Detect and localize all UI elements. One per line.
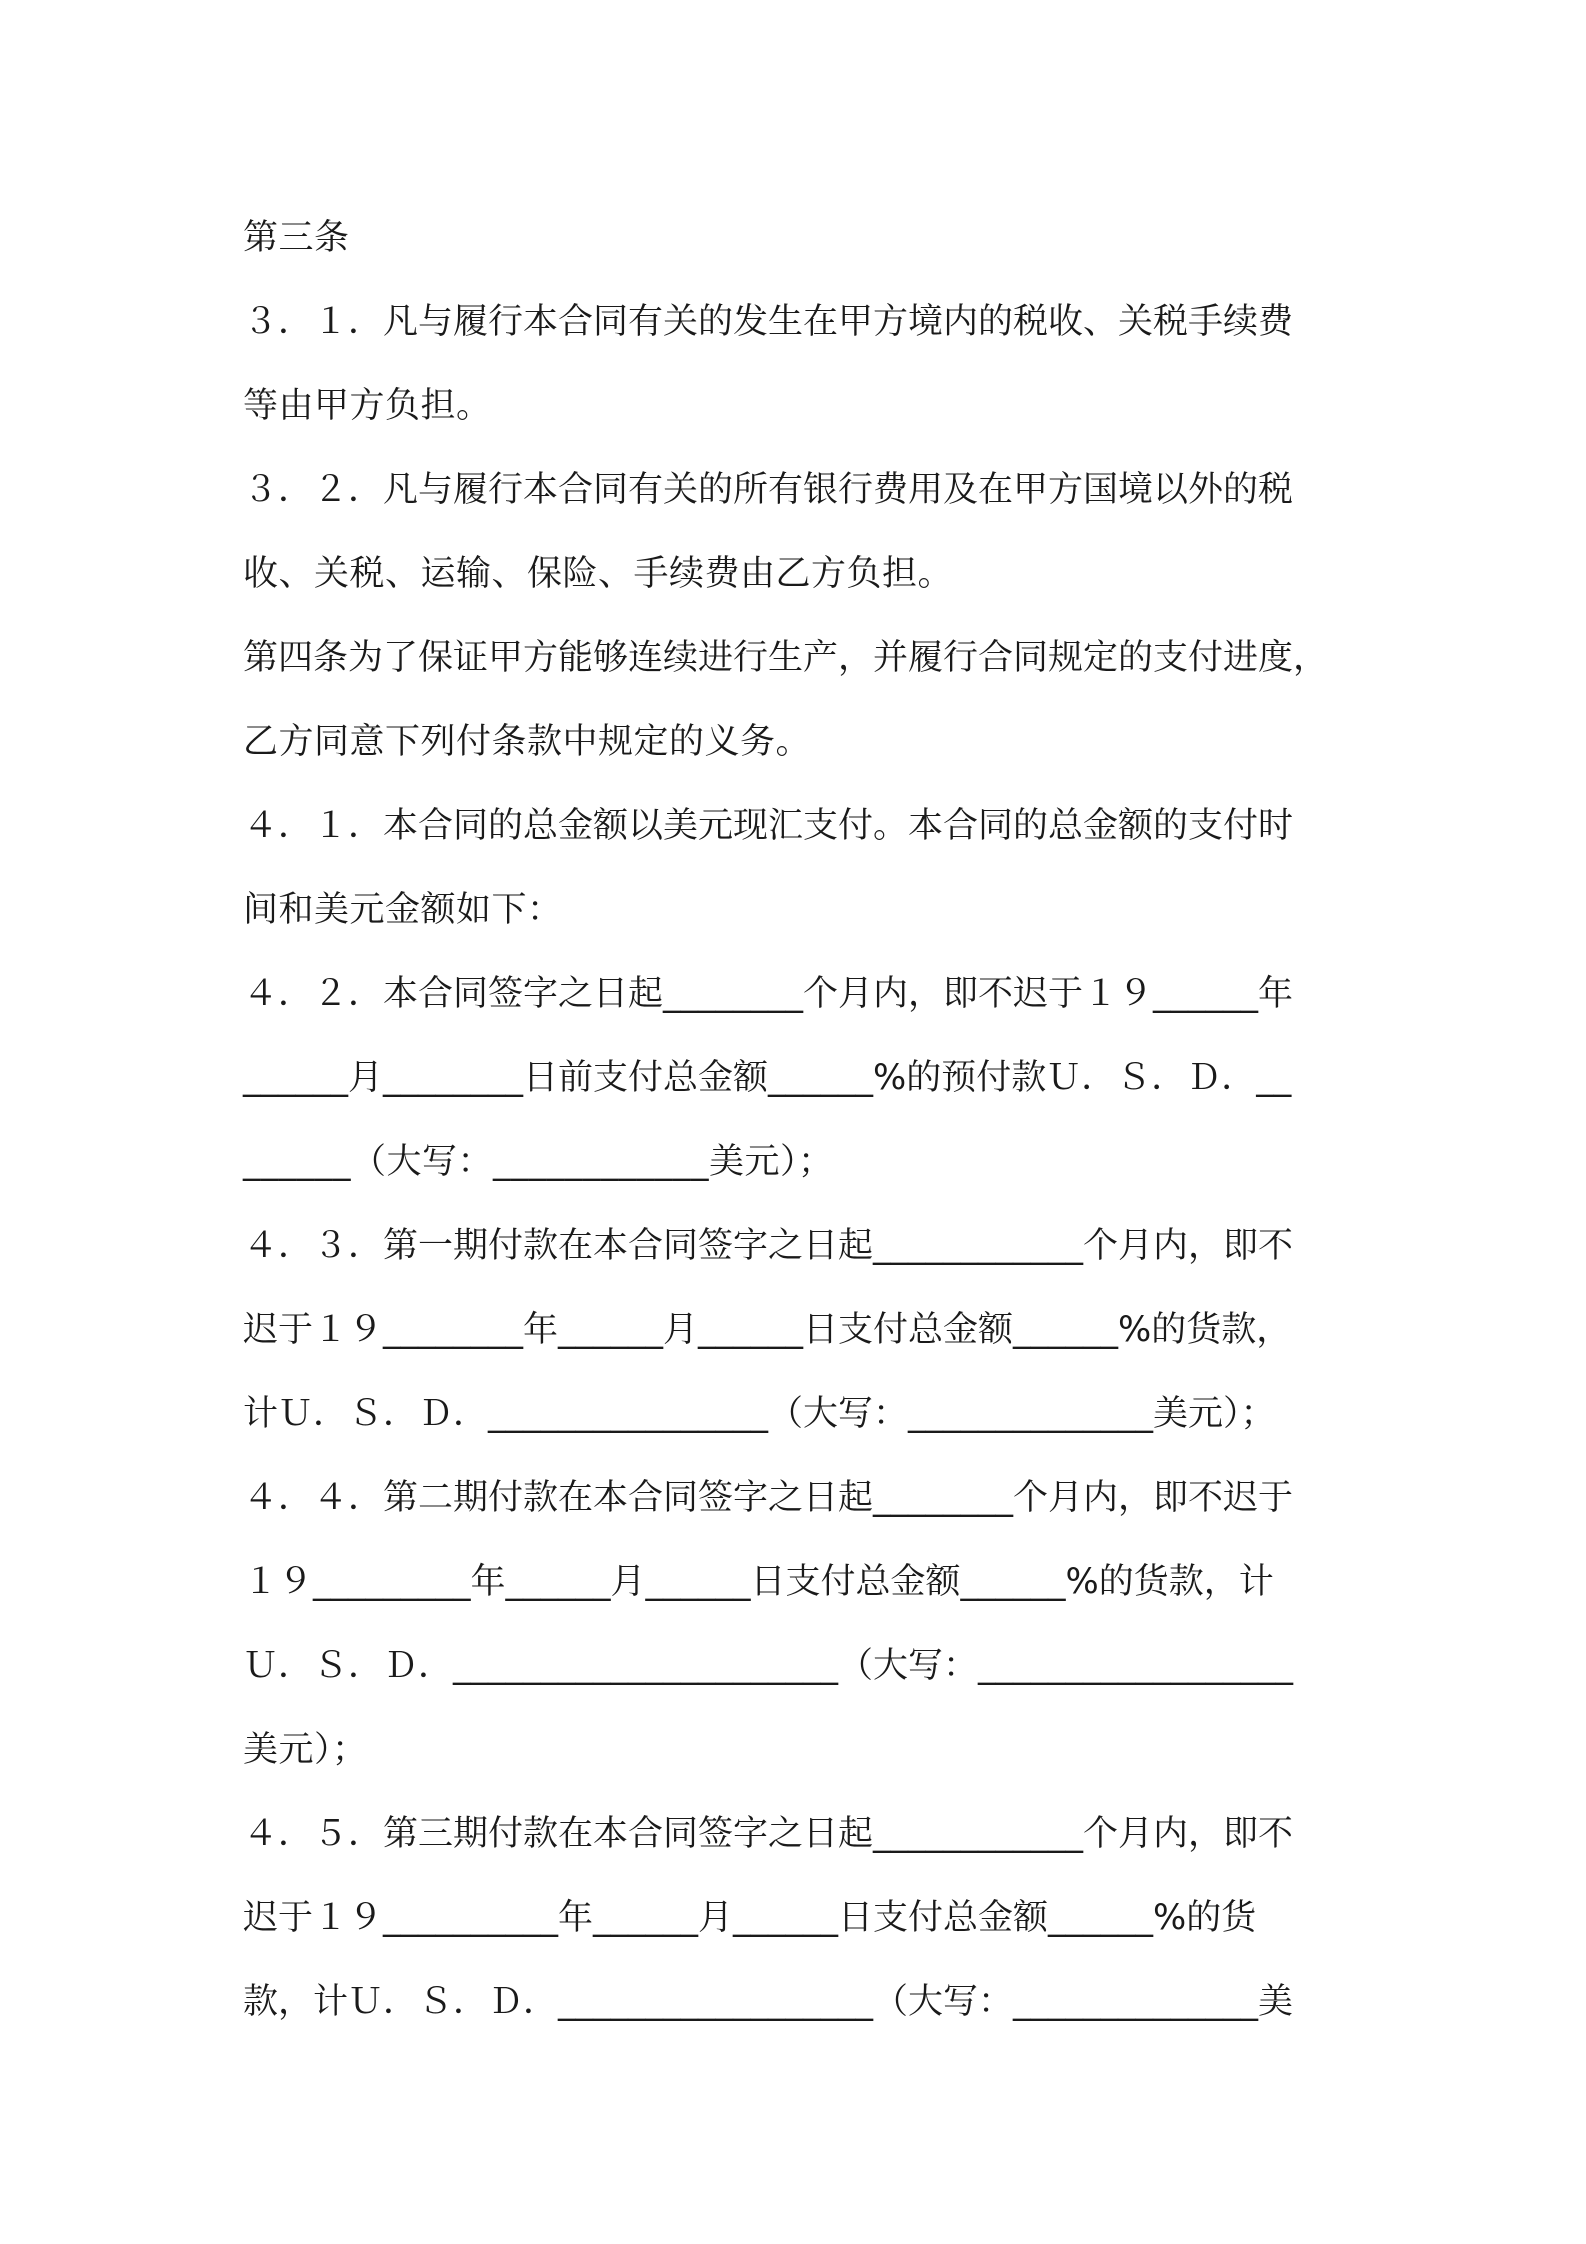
clause-3-2-line-1: ３．２．凡与履行本合同有关的所有银行费用及在甲方国境以外的税 [243, 470, 1294, 510]
clause-4-2-line-2: ______月________日前支付总金额______%的预付款Ｕ．Ｓ．Ｄ．__ [243, 1058, 1292, 1098]
document-page [243, 196, 1358, 2044]
article-4-line-2: 乙方同意下列付条款中规定的义务。 [243, 722, 812, 762]
clause-4-4-line-1: ４．４．第二期付款在本合同签字之日起________个月内，即不迟于 [243, 1478, 1294, 1518]
article-3-heading: 第三条 [243, 218, 350, 258]
clause-4-1-line-1: ４．１．本合同的总金额以美元现汇支付。本合同的总金额的支付时 [243, 806, 1294, 846]
clause-3-1-line-1: ３．１．凡与履行本合同有关的发生在甲方境内的税收、关税手续费 [243, 302, 1294, 342]
clause-4-2-line-1: ４．２．本合同签字之日起________个月内，即不迟于１９______年 [243, 974, 1294, 1014]
clause-4-3-line-2: 迟于１９________年______月______日支付总金额______%的货款， [243, 1310, 1292, 1350]
clause-4-4-line-4: 美元）； [243, 1730, 368, 1770]
clause-4-1-line-2: 间和美元金额如下： [243, 890, 563, 930]
clause-3-2-line-2: 收、关税、运输、保险、手续费由乙方负担。 [243, 554, 954, 594]
clause-4-5-line-3: 款，计Ｕ．Ｓ．Ｄ．__________________（大写：______________美 [243, 1982, 1294, 2022]
clause-4-3-line-1: ４．３．第一期付款在本合同签字之日起____________个月内，即不 [243, 1226, 1294, 1266]
clause-4-2-line-3: ______（大写：____________美元）； [243, 1142, 834, 1182]
clause-4-3-line-3: 计Ｕ．Ｓ．Ｄ．________________（大写：______________美元）； [243, 1394, 1276, 1434]
clause-3-1-line-2: 等由甲方负担。 [243, 386, 492, 426]
clause-4-4-line-2: １９_________年______月______日支付总金额______%的货款，计 [243, 1562, 1274, 1602]
clause-4-5-line-1: ４．５．第三期付款在本合同签字之日起____________个月内，即不 [243, 1814, 1294, 1854]
article-4-line-1: 第四条为了保证甲方能够连续进行生产，并履行合同规定的支付进度， [243, 638, 1329, 678]
clause-4-5-line-2: 迟于１９__________年______月______日支付总金额______%的货 [243, 1898, 1257, 1938]
clause-4-4-line-3: Ｕ．Ｓ．Ｄ．______________________（大写：__________________ [243, 1646, 1294, 1686]
